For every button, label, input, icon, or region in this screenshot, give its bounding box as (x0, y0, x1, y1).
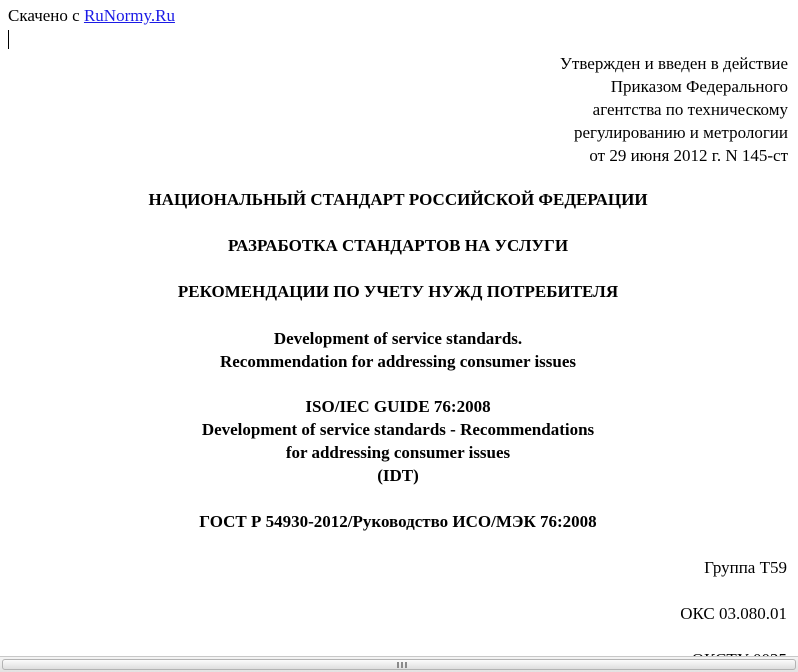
title-ru-line-2: РЕКОМЕНДАЦИИ ПО УЧЕТУ НУЖД ПОТРЕБИТЕЛЯ (177, 282, 619, 301)
english-title-block (0, 327, 796, 373)
source-prefix: Скачено с (8, 6, 84, 25)
source-line (8, 6, 175, 26)
iso-idt: (IDT) (377, 466, 419, 485)
approval-block (388, 52, 788, 167)
english-title-line-2: Recommendation for addressing consumer issues (219, 352, 577, 371)
national-standard-heading: НАЦИОНАЛЬНЫЙ СТАНДАРТ РОССИЙСКОЙ ФЕДЕРАЦИИ (148, 190, 648, 209)
approval-line: регулированию и метрологии (573, 123, 788, 142)
horizontal-scrollbar[interactable] (0, 656, 798, 672)
approval-line: Приказом Федерального (610, 77, 788, 96)
iso-title-line-2: for addressing consumer issues (285, 443, 511, 462)
group-code: Группа Т59 (704, 558, 787, 577)
oks-code: ОКС 03.080.01 (680, 604, 787, 623)
scrollbar-thumb[interactable] (2, 659, 796, 670)
grip-icon (397, 662, 407, 668)
title-ru-line-1: РАЗРАБОТКА СТАНДАРТОВ НА УСЛУГИ (227, 236, 569, 255)
source-link[interactable]: RuNormy.Ru (83, 6, 175, 25)
iso-title-line-1: Development of service standards - Recommendations (201, 420, 595, 439)
iso-code: ISO/IEC GUIDE 76:2008 (305, 397, 491, 416)
approval-line: Утвержден и введен в действие (559, 54, 788, 73)
gost-designation: ГОСТ Р 54930-2012/Руководство ИСО/МЭК 76:2008 (199, 512, 597, 531)
approval-line: от 29 июня 2012 г. N 145-ст (589, 146, 788, 165)
iso-block (0, 395, 796, 487)
approval-line: агентства по техническому (592, 100, 788, 119)
english-title-line-1: Development of service standards. (273, 329, 523, 348)
text-caret (8, 30, 9, 49)
